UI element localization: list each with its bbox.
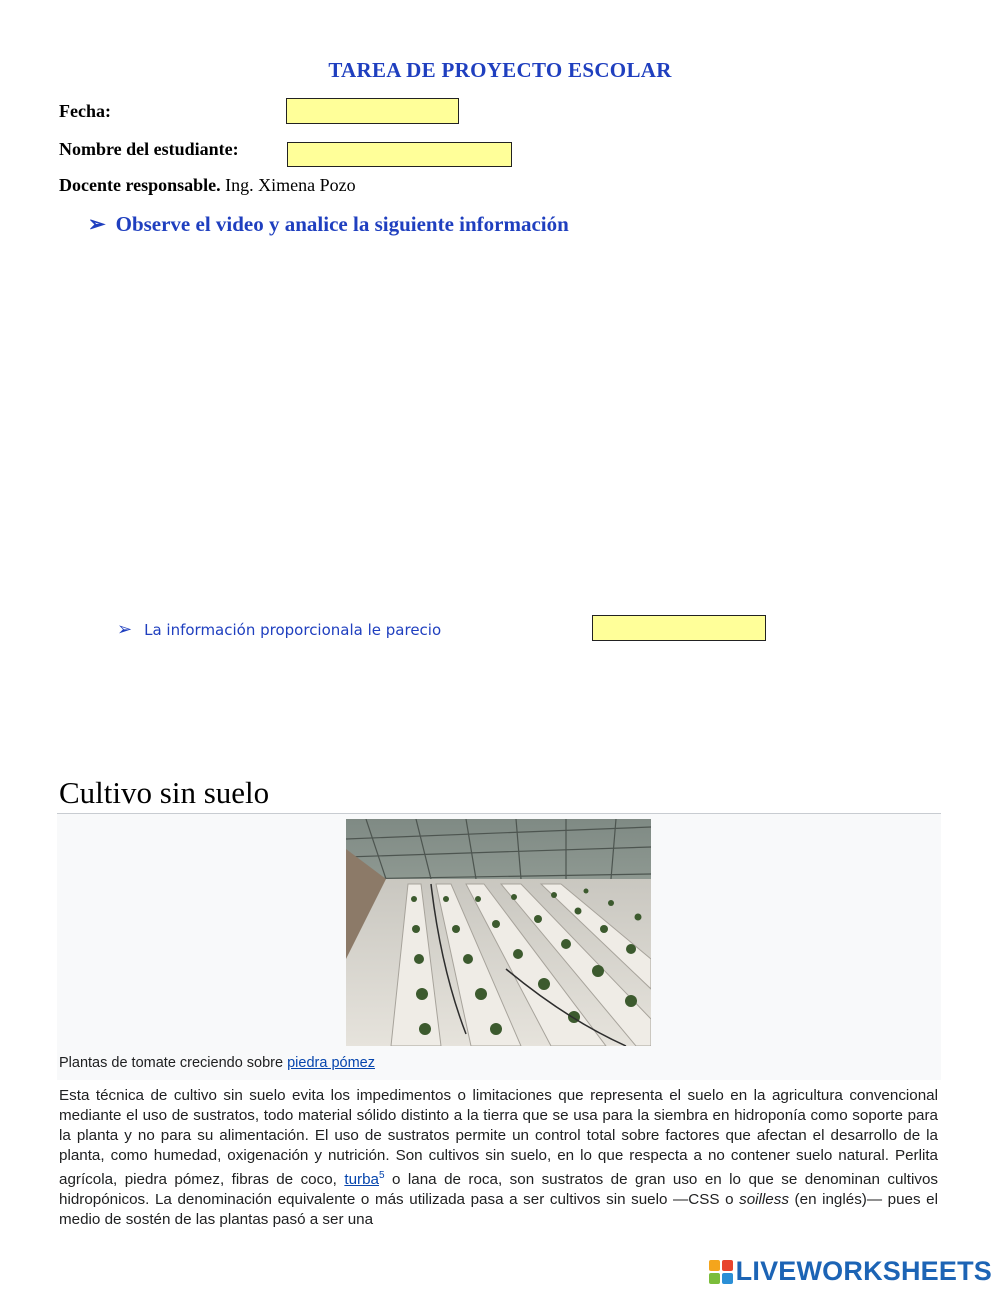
arrow-bullet-icon: ➢ [117,619,133,640]
body-text-2: o lana de roca, son sustratos de gran uso en lo que se denominan cultivos hidropónicos. La denominación equivalente o más utilizada pasa a ser cultivos sin suelo —CSS o [59,1171,938,1209]
fecha-label: Fecha: [59,101,111,121]
docente-value: Ing. Ximena Pozo [225,175,356,195]
greenhouse-photo [346,819,651,1046]
article-title: Cultivo sin suelo [59,775,270,810]
article-body [59,1086,938,1230]
liveworksheets-brand [709,1256,992,1287]
turba-link[interactable]: turba [344,1171,379,1189]
opinion-input[interactable] [592,615,766,641]
nombre-input[interactable] [287,142,512,167]
footnote-ref[interactable]: 5 [378,1170,385,1181]
brand-name: LIVEWORKSHEETS [735,1256,992,1286]
liveworksheets-logo-icon [709,1260,733,1284]
body-italic: soilless [739,1191,789,1209]
page-title: TAREA DE PROYECTO ESCOLAR [328,58,672,82]
caption-text: Plantas de tomate creciendo sobre [59,1055,288,1071]
caption-link[interactable]: piedra pómez [287,1055,375,1071]
body-text-3: (en inglés)— pues el medio de sostén de las plantas pasó a ser una [59,1191,939,1229]
instruction-text-2: La información proporcionala le parecio [144,621,442,639]
docente-label: Docente responsable. [59,175,221,195]
instruction-item-1 [88,212,569,237]
fecha-input[interactable] [286,98,459,124]
figure-caption [59,1055,375,1071]
arrow-bullet-icon: ➢ [88,212,106,236]
instruction-text-1: Observe el video y analice la siguiente información [115,212,569,236]
body-text-1: Esta técnica de cultivo sin suelo evita los impedimentos o limitaciones que representa el suelo en la agricultura convencional mediante el uso de sustratos, todo material sólido distinto a la tierra que se usa para la siembra en hidroponía como soporte para la planta y no para su alimentación. El uso de sustratos permite un control total sobre factores que afectan el desarrollo de la planta, como humedad, oxigenación y nutrición. Son cultivos sin suelo, en lo que respecta a no contener suelo natural. Perlita agrícola, piedra pómez, fibras de coco, [59,1087,938,1189]
docente-line [59,175,356,196]
nombre-label: Nombre del estudiante: [59,139,239,159]
instruction-item-2 [117,619,441,640]
